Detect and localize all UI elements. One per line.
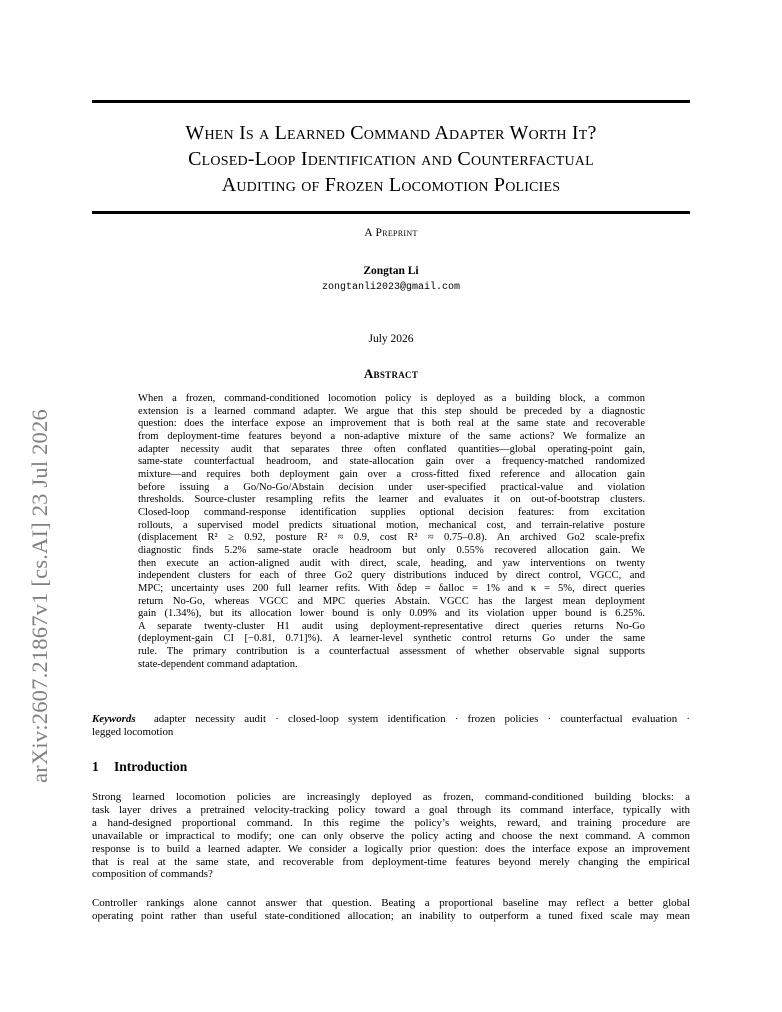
keywords-line: legged locomotion: [92, 726, 174, 738]
abstract-line: independent clusters for each of three Go2 query distributions induced by direct control, VGCC, and: [138, 570, 645, 582]
abstract-line: (displacement R² ≥ 0.92, posture R² ≈ 0.9, cost R² ≈ 0.75–0.8). An archived Go2 scale-prefix: [138, 532, 645, 544]
abstract-line: Closed-loop command-response identification supplies optional decision features: from excitation: [138, 506, 645, 518]
paper-title: [92, 120, 690, 198]
abstract-line: mixture—and requires both deployment gain over a cross-fitted fixed reference and allocation gain: [138, 468, 645, 480]
abstract-line: MPC; uncertainty uses 200 full learner refits. With δdep = δalloc = 1% and κ = 5%, direct queries: [138, 582, 645, 594]
paragraph-line: unavailable or impractical to modify; one can only observe the policy acting and choose the next command. A common: [92, 829, 690, 842]
abstract-line: state-dependent command adaptation.: [138, 658, 298, 670]
abstract-line: When a frozen, command-conditioned locomotion policy is deployed as a building block, a common: [138, 393, 645, 404]
author-name: Zongtan Li: [363, 265, 419, 277]
abstract-line: thresholds. Source-cluster resampling refits the learner and evaluates it on out-of-bootstrap clusters.: [138, 494, 645, 506]
title-line: Auditing of Frozen Locomotion Policies: [221, 174, 561, 196]
abstract-line: diagnostic finds 5.2% same-state oracle headroom but only 0.55% recovered allocation gain. We: [138, 544, 645, 556]
abstract-line: A separate twenty-cluster H1 audit using deployment-representative direct queries returns No-Go: [138, 620, 645, 632]
abstract-line: before issuing a Go/No-Go/Abstain decision under user-specified practical-value and violation: [138, 481, 645, 493]
abstract-line: gain (1.34%), but its allocation lower bound is only 0.09% and its violation upper bound is 6.25%.: [138, 608, 645, 620]
title-top-rule: [92, 100, 690, 103]
title-bottom-rule: [92, 211, 690, 214]
author-email[interactable]: zongtanli2023@gmail.com: [321, 282, 461, 293]
preprint-label: A Preprint: [364, 227, 418, 239]
paragraph-line: composition of commands?: [92, 868, 213, 881]
abstract-line: return No-Go, whereas VGCC and MPC queries Abstain. VGCC has the largest mean deployment: [138, 595, 645, 607]
abstract-body: [138, 393, 645, 671]
paragraph-line: Controller rankings alone cannot answer that question. Beating a proportional baseline may reflect a better global: [92, 897, 690, 909]
abstract-line: extension is a learned command adapter. We argue that this step should be preceded by a diagnostic: [138, 405, 645, 417]
abstract-line: rollouts, a supervised model predicts situational motion, mechanical cost, and terrain-relative posture: [138, 519, 645, 531]
abstract-line: adapter necessity audit that separates three often conflated quantities—global operating-point gain,: [138, 443, 645, 455]
abstract-line: question: does the interface expose an improvement that is both real at the same state and recoverable: [138, 418, 645, 430]
paragraph-line: that is real at the same state, and recoverable from deployment-time features beyond merely changing the empirical: [92, 855, 690, 868]
title-line: Closed-Loop Identification and Counterfactual: [188, 148, 594, 170]
publication-date: July 2026: [368, 333, 414, 345]
title-line: When Is a Learned Command Adapter Worth It?: [185, 122, 597, 144]
section-heading: [92, 759, 187, 775]
keywords-text: adapter necessity audit · closed-loop system identification · frozen policies · counterfactual evaluation ·: [153, 713, 690, 725]
paragraph-line: a hand-designed proportional command. In this regime the policy’s weights, reward, and training procedure are: [92, 816, 690, 829]
paragraph-line: operating point rather than useful state-conditioned allocation; an inability to outperform a tuned fixed scale may mean: [92, 909, 690, 922]
section-number: 1: [92, 759, 99, 774]
keywords-label: Keywords: [92, 713, 136, 725]
keywords-line: [92, 713, 690, 726]
intro-paragraph-2: [92, 897, 690, 923]
intro-paragraph-1: [92, 791, 690, 881]
abstract-line: from deployment-time features beyond a non-adaptive mixture of the same actions? We formalize an: [138, 430, 645, 442]
abstract-heading: Abstract: [363, 366, 419, 381]
paragraph-line: response is to build a learned adapter. We consider a logically prior question: does the interface expose an improvement: [92, 842, 690, 855]
keywords-block: [92, 713, 690, 739]
abstract-line: same-state counterfactual headroom, and state-allocation gain over a frequency-matched randomized: [138, 456, 645, 468]
abstract-line: rule. The primary contribution is a counterfactual assessment of whether observable signal supports: [138, 646, 645, 658]
abstract-line: (deployment-gain CI [−0.81, 0.71]%). A learner-level synthetic control returns Go under the same: [138, 633, 645, 645]
arxiv-identifier: arXiv:2607.21867v1 [cs.AI] 23 Jul 2026: [27, 409, 52, 783]
section-title: Introduction: [114, 759, 188, 774]
abstract-line: then execute an action-aligned audit with direct, scale, heading, and yaw interventions on twenty: [138, 557, 645, 569]
paragraph-line: task layer drives a pretrained velocity-tracking policy toward a goal through its command interface, typically with: [92, 803, 690, 816]
paragraph-line: Strong learned locomotion policies are increasingly deployed as frozen, command-conditioned building blocks: a: [92, 791, 690, 803]
